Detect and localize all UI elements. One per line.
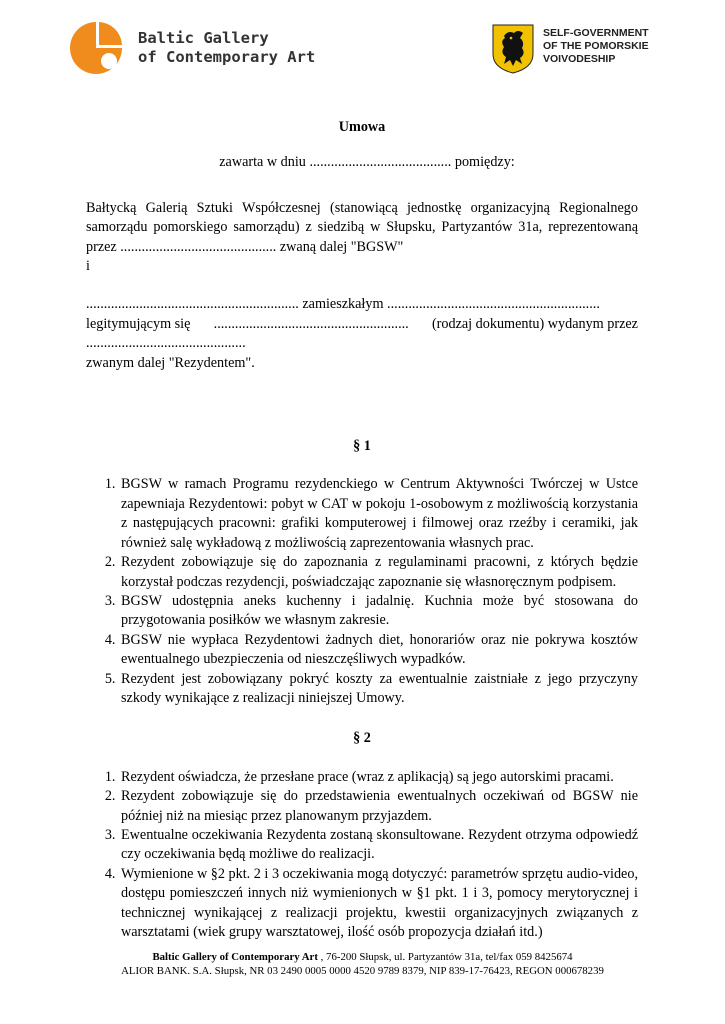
resident-id-label: legitymującym się	[86, 315, 191, 332]
list-item: 2. Rezydent zobowiązuje się do przedstawienia ewentualnych oczekiwań od BGSW nie później niż na miesiąc przez planowanym przyjazdem.	[119, 787, 638, 826]
section-1-list	[86, 475, 638, 708]
footer-address: , 76-200 Słupsk, ul. Partyzantów 31a, tel/fax 059 8425674	[317, 951, 573, 963]
resident-line-2	[86, 315, 638, 334]
resident-line-3: .............................................	[86, 335, 246, 352]
section-2-list	[86, 768, 638, 943]
region-name-line3: VOIVODESHIP	[543, 53, 616, 65]
list-item: 5. Rezydent jest zobowiązany pokryć koszty za ewentualnie zaistniałe z jego przyczyny szkody wynikające z realizacji niniejszej Umowy.	[119, 670, 638, 709]
party-bgsw: Bałtycką Galerią Sztuki Współczesnej (stanowiącą jednostkę organizacyjną Regionalnego samorządu pomorskiego samorządu) z siedzibą w Słupsku, Partyzantów 31a, reprezentowaną przez ............................................ zwaną dalej "BGSW"	[86, 199, 638, 255]
letterhead	[0, 0, 725, 90]
resident-id-type: (rodzaj dokumentu) wydanym przez	[431, 315, 638, 332]
document-title: Umowa	[338, 119, 386, 135]
pomorskie-crest-icon	[492, 24, 534, 74]
region-name-line1: SELF-GOVERNMENT	[543, 27, 649, 39]
footer	[0, 950, 725, 979]
section-1-title: § 1	[353, 438, 371, 455]
region-name-line2: OF THE POMORSKIE	[543, 40, 649, 52]
conjunction-i: i	[86, 258, 90, 275]
contract-body	[86, 118, 638, 942]
footer-address-line	[0, 950, 725, 964]
footer-org-name: Baltic Gallery of Contemporary Art	[152, 951, 318, 963]
document-subtitle: zawarta w dniu ........................................ pomiędzy:	[219, 154, 515, 171]
list-item: 4. BGSW nie wypłaca Rezydentowi żadnych diet, honorariów oraz nie pokrywa kosztów ewentualnego ubezpieczenia od nieszczęśliwych wypadków.	[119, 631, 638, 670]
party-resident	[86, 295, 638, 373]
gallery-name-line1: Baltic Gallery	[138, 29, 269, 47]
gallery-name	[138, 29, 315, 67]
footer-bank-line: ALIOR BANK. S.A. Słupsk, NR 03 2490 0005 0000 4520 9789 8379, NIP 839-17-76423, REGON 000678239	[121, 965, 604, 978]
list-item: 1. BGSW w ramach Programu rezydenckiego w Centrum Aktywności Twórczej w Ustce zapewniaja Rezydentowi: pobyt w CAT w pokoju 1-osobowym z możliwością korzystania z następujących pracowni: grafiki komputerowej i filmowej oraz rzeźby i ceramiki, jak również salę wykładową z możliwością zaprezentowania własnych prac.	[119, 475, 638, 553]
list-item: 3. BGSW udostępnia aneks kuchenny i jadalnię. Kuchnia może być stosowana do przygotowania posiłków we własnym zakresie.	[119, 592, 638, 631]
list-item: 2. Rezydent zobowiązuje się do zapoznania z regulaminami pracowni, z których będzie korzystał podczas rezydencji, poświadczając zapoznanie się własnoręcznym podpisem.	[119, 553, 638, 592]
section-2-title: § 2	[353, 730, 371, 747]
gallery-logo-icon	[68, 20, 124, 76]
resident-id-blank: .......................................................	[213, 315, 409, 332]
resident-line-4: zwanym dalej "Rezydentem".	[86, 354, 255, 371]
region-name	[543, 27, 649, 66]
list-item: 1. Rezydent oświadcza, że przesłane prace (wraz z aplikacją) są jego autorskimi pracami.	[119, 768, 638, 787]
gallery-name-line2: of Contemporary Art	[138, 48, 316, 66]
list-item: 4. Wymienione w §2 pkt. 2 i 3 oczekiwania mogą dotyczyć: parametrów sprzętu audio-video, dostępu pomieszczeń innych niż wymienionych w §1 pkt. 1 i 3, pomocy merytorycznej i technicznej wynikającej z realizacji projektu, kwestii organizacyjnych związanych z warsztatami (wiek grupy warsztatowej, ilość osób propozycja działań itd.)	[119, 865, 638, 943]
list-item: 3. Ewentualne oczekiwania Rezydenta zostaną skonsultowane. Rezydent otrzyma odpowiedź czy oczekiwania będą możliwe do realizacji.	[119, 826, 638, 865]
resident-line-1: ............................................................ zamieszkałym ............................................................	[86, 296, 600, 313]
